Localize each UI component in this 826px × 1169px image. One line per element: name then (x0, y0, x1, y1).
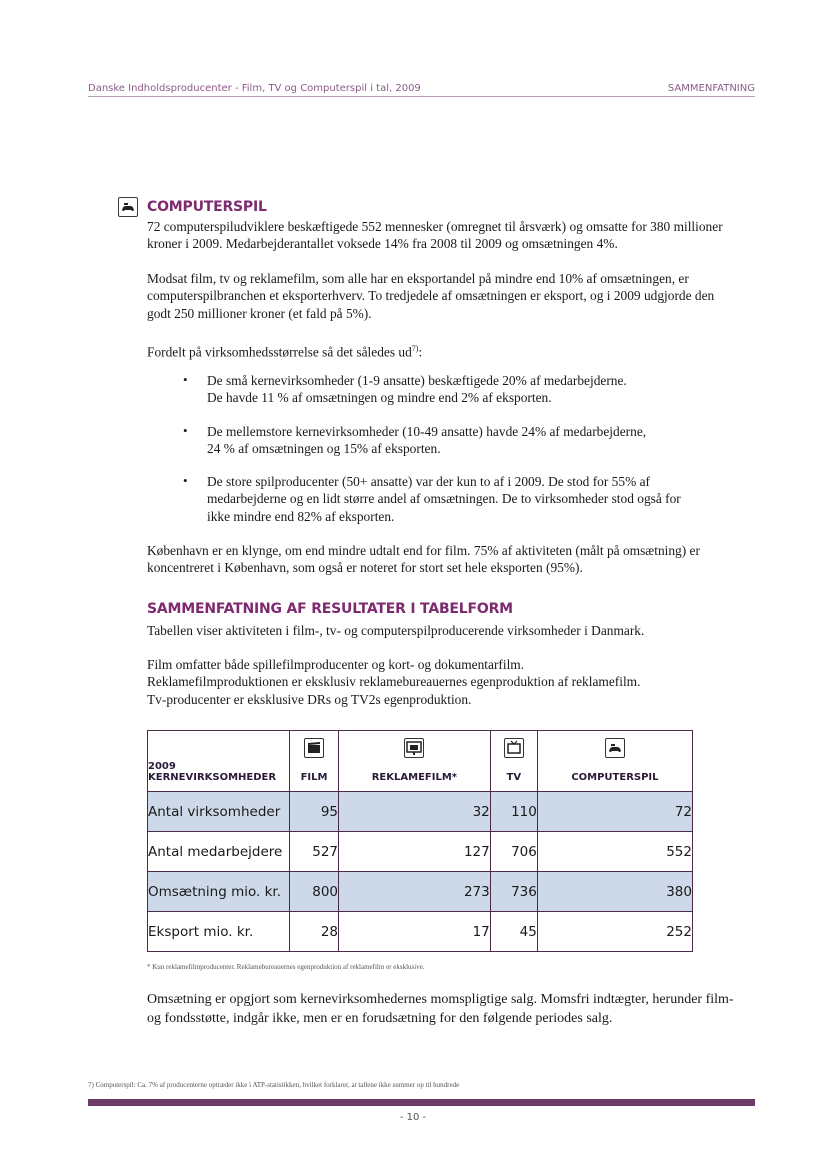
footer-bar (88, 1099, 755, 1106)
section-heading-computerspil: COMPUTERSPIL (147, 199, 267, 215)
paragraph-definitions (147, 656, 727, 708)
definition-film: Film omfatter både spillefilmproducenter og kort- og dokumentarfilm. (147, 657, 525, 672)
table-footnote: * Kun reklamefilmproducenter. Reklamebureauernes egenproduktion af reklamefilm er eksklusive. (147, 963, 425, 971)
table-row (148, 792, 693, 832)
cell-value: 252 (537, 912, 692, 952)
breakdown-colon: : (418, 344, 423, 360)
cell-value: 72 (537, 792, 692, 832)
cell-value: 110 (490, 792, 537, 832)
paragraph-closing: Omsætning er opgjort som kernevirksomhedernes momspligtige salg. Momsfri indtægter, herunder film- og fondsstøtte, indgår ikke, men er en forudsætning for den følgende periodes salg. (147, 992, 734, 1026)
definition-tv: Tv-producenter er eksklusive DRs og TV2s egenproduktion. (147, 691, 472, 707)
cell-value: 706 (490, 832, 537, 872)
bullet-marker: • (183, 423, 188, 438)
footnote-ref: 7) (411, 344, 419, 353)
paragraph-size-breakdown (147, 340, 727, 361)
row-label: Eksport mio. kr. (148, 912, 290, 952)
bullet-marker: • (183, 473, 188, 488)
bullet-large-companies: De store spilproducenter (50+ ansatte) var der kun to af i 2009. De stod for 55% af medarbejderne og en lidt større andel af omsætningen. De to virksomheder stod også for ikke mindre end 82% af eksporten. (207, 474, 681, 524)
paragraph-export: Modsat film, tv og reklamefilm, som alle har en eksportandel på mindre end 10% af omsætningen, er computerspilbranchen et eksporterhverv. To tredjedele af omsætningen er eksport, og i 2009 udgjorde den godt 250 millioner kroner (et fald på 5%). (147, 271, 715, 321)
table-row (148, 912, 693, 952)
column-header-computerspil (537, 731, 692, 792)
definition-reklamefilm: Reklamefilmproduktionen er eksklusiv reklamebureauernes egenproduktion af reklamefilm. (147, 674, 641, 690)
cell-value: 28 (290, 912, 339, 952)
row-label: Antal virksomheder (148, 792, 290, 832)
cell-value: 380 (537, 872, 692, 912)
row-label: Omsætning mio. kr. (148, 872, 290, 912)
gamepad-icon (605, 738, 625, 758)
column-label: FILM (300, 772, 328, 783)
cell-value: 800 (290, 872, 339, 912)
header-title: Danske Indholdsproducenter - Film, TV og Computerspil i tal, 2009 (88, 83, 421, 94)
film-clapper-icon (304, 738, 324, 758)
billboard-icon (404, 738, 424, 758)
paragraph-copenhagen: København er en klynge, om end mindre udtalt end for film. 75% af aktiviteten (målt på omsætning) er koncentreret i København, som også er noteret for stort set hele eksporten (95%). (147, 543, 700, 576)
table-row (148, 872, 693, 912)
page-number: - 10 - (399, 1112, 427, 1123)
cell-value: 32 (339, 792, 491, 832)
column-label: REKLAMEFILM* (371, 772, 458, 783)
gamepad-icon (118, 197, 138, 217)
bullet-text: De havde 11 % af omsætningen og mindre end 2% af eksporten. (207, 390, 552, 406)
bullet-medium-companies (207, 423, 707, 458)
header-section: SAMMENFATNING (667, 83, 755, 94)
bullet-marker: • (183, 372, 188, 387)
bullet-small-companies (207, 372, 707, 407)
table-row (148, 832, 693, 872)
tv-icon (504, 738, 524, 758)
table-corner-header (148, 731, 290, 792)
column-header-reklamefilm (339, 731, 491, 792)
column-label: COMPUTERSPIL (571, 772, 659, 783)
column-header-tv (490, 731, 537, 792)
bullet-text: 24 % af omsætningen og 15% af eksporten. (207, 441, 441, 457)
table-header-row (148, 731, 693, 792)
cell-value: 552 (537, 832, 692, 872)
header-divider (88, 96, 755, 97)
cell-value: 273 (339, 872, 491, 912)
paragraph-table-intro: Tabellen viser aktiviteten i film-, tv- og computerspilproducerende virksomheder i Danmark. (147, 623, 645, 638)
column-label: TV (506, 772, 522, 783)
cell-value: 95 (290, 792, 339, 832)
cell-value: 17 (339, 912, 491, 952)
breakdown-text: Fordelt på virksomhedsstørrelse så det således ud (147, 344, 412, 360)
corner-year: 2009 (148, 761, 176, 772)
cell-value: 45 (490, 912, 537, 952)
cell-value: 736 (490, 872, 537, 912)
corner-label: KERNEVIRKSOMHEDER (148, 772, 277, 783)
running-header (88, 83, 755, 97)
page-footnote: 7) Computerspil: Ca. 7% af producenterne optræder ikke i ATP-statistikken, hvilket forklarer, at tallene ikke summer op til hundrede (88, 1081, 460, 1089)
cell-value: 527 (290, 832, 339, 872)
column-header-film (290, 731, 339, 792)
summary-table (147, 730, 693, 952)
cell-value: 127 (339, 832, 491, 872)
bullet-text: De små kernevirksomheder (1-9 ansatte) beskæftigede 20% af medarbejderne. (207, 373, 627, 388)
row-label: Antal medarbejdere (148, 832, 290, 872)
section-heading-summary: SAMMENFATNING AF RESULTATER I TABELFORM (147, 601, 513, 617)
paragraph-intro: 72 computerspiludviklere beskæftigede 552 mennesker (omregnet til årsværk) og omsatte for 380 millioner kroner i 2009. Medarbejderantallet voksede 14% fra 2008 til 2009 og omsætningen 4%. (147, 219, 723, 252)
bullet-text: De mellemstore kernevirksomheder (10-49 ansatte) havde 24% af medarbejderne, (207, 424, 647, 439)
